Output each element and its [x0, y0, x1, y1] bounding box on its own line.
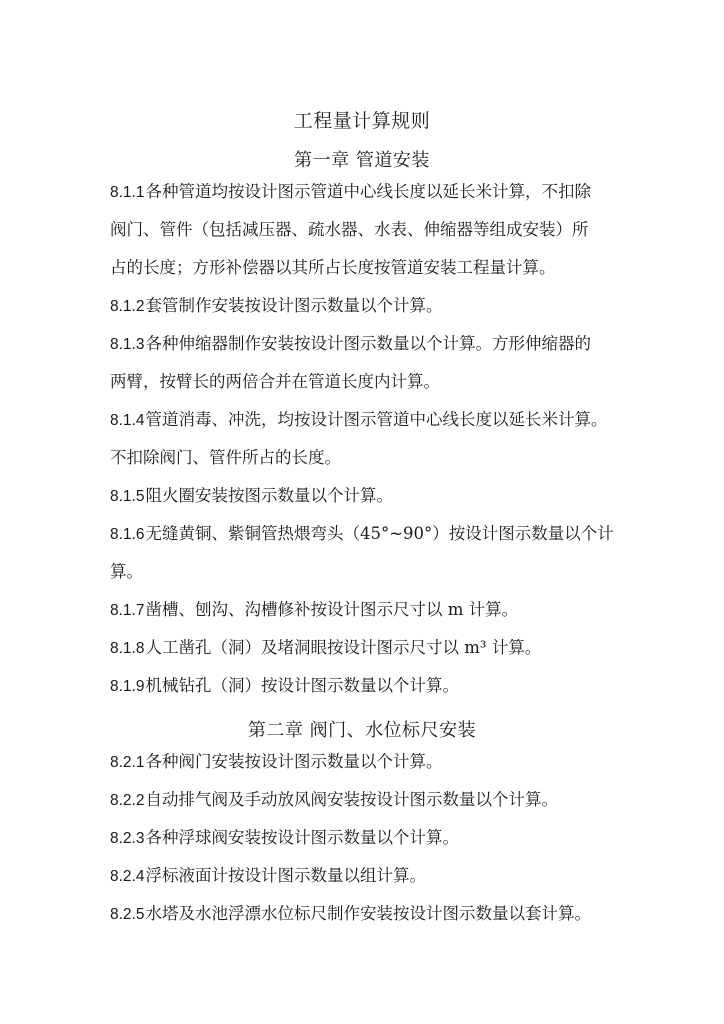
chapter2-heading: 第二章 阀门、水位标尺安装: [247, 720, 477, 741]
clause-8-2-2-line-1: [110, 792, 558, 809]
clause-8-1-2-line-1: [110, 298, 442, 315]
clause-number: 8.2.5: [110, 906, 145, 923]
clause-number: 8.2.1: [110, 754, 145, 771]
clause-number: 8.1.4: [110, 412, 145, 429]
clause-8-1-5-line-1: [110, 488, 393, 505]
clause-number: 8.2.3: [110, 830, 145, 847]
clause-text: 无缝黄铜、紫铜管热煨弯头（45°~90°）按设计图示数量以个计: [145, 524, 614, 543]
clause-8-1-1-line-2: 阀门、管件（包括减压器、疏水器、水表、伸缩器等组成安装）所: [110, 220, 589, 239]
clause-number: 8.1.3: [110, 336, 145, 353]
clause-text: 自动排气阀及手动放风阀安装按设计图示数量以个计算。: [145, 790, 558, 809]
clause-text: 各种管道均按设计图示管道中心线长度以延长米计算，不扣除: [145, 182, 591, 201]
clause-text: 机械钻孔（洞）按设计图示数量以个计算。: [145, 676, 459, 695]
clause-8-2-4-line-1: [110, 868, 426, 885]
clause-number: 8.1.8: [110, 640, 145, 657]
clause-number: 8.1.5: [110, 488, 145, 505]
clause-text: 阻火圈安装按图示数量以个计算。: [145, 486, 393, 505]
clause-8-1-1-line-1: [110, 184, 591, 201]
clause-text: 各种阀门安装按设计图示数量以个计算。: [145, 752, 443, 771]
clause-8-1-6-line-1: [110, 526, 614, 543]
clause-text: 凿槽、刨沟、沟槽修补按设计图示尺寸以 m 计算。: [145, 600, 519, 619]
clause-8-1-3-line-1: [110, 336, 591, 353]
clause-number: 8.2.4: [110, 868, 145, 885]
clause-text: 各种伸缩器制作安装按设计图示数量以个计算。方形伸缩器的: [145, 334, 591, 353]
clause-text: 各种浮球阀安装按设计图示数量以个计算。: [145, 828, 459, 847]
clause-8-1-3-line-2: 两臂，按臂长的两倍合并在管道长度内计算。: [110, 372, 440, 391]
clause-text: 套管制作安装按设计图示数量以个计算。: [145, 296, 443, 315]
clause-number: 8.2.2: [110, 792, 145, 809]
clause-text: 人工凿孔（洞）及堵洞眼按设计图示尺寸以 m³ 计算。: [145, 638, 542, 657]
clause-8-1-9-line-1: [110, 678, 459, 695]
clause-8-2-3-line-1: [110, 830, 459, 847]
clause-8-2-5-line-1: [110, 906, 591, 923]
clause-8-1-1-line-3: 占的长度；方形补偿器以其所占长度按管道安装工程量计算。: [110, 258, 556, 277]
clause-number: 8.1.7: [110, 602, 145, 619]
chapter1-heading: 第一章 管道安装: [294, 150, 430, 171]
clause-8-1-6-line-2: 算。: [110, 562, 143, 581]
clause-text: 浮标液面计按设计图示数量以组计算。: [145, 866, 426, 885]
clause-8-1-4-line-1: [110, 412, 607, 429]
clause-8-1-7-line-1: [110, 602, 518, 619]
clause-number: 8.1.9: [110, 678, 145, 695]
clause-text: 管道消毒、冲洗，均按设计图示管道中心线长度以延长米计算。: [145, 410, 608, 429]
clause-number: 8.1.2: [110, 298, 145, 315]
document-title: 工程量计算规则: [293, 110, 431, 132]
clause-8-2-1-line-1: [110, 754, 442, 771]
clause-8-1-8-line-1: [110, 640, 541, 657]
clause-8-1-4-line-2: 不扣除阀门、管件所占的长度。: [110, 448, 341, 467]
clause-text: 水塔及水池浮漂水位标尺制作安装按设计图示数量以套计算。: [145, 904, 591, 923]
clause-number: 8.1.6: [110, 526, 145, 543]
clause-number: 8.1.1: [110, 184, 145, 201]
